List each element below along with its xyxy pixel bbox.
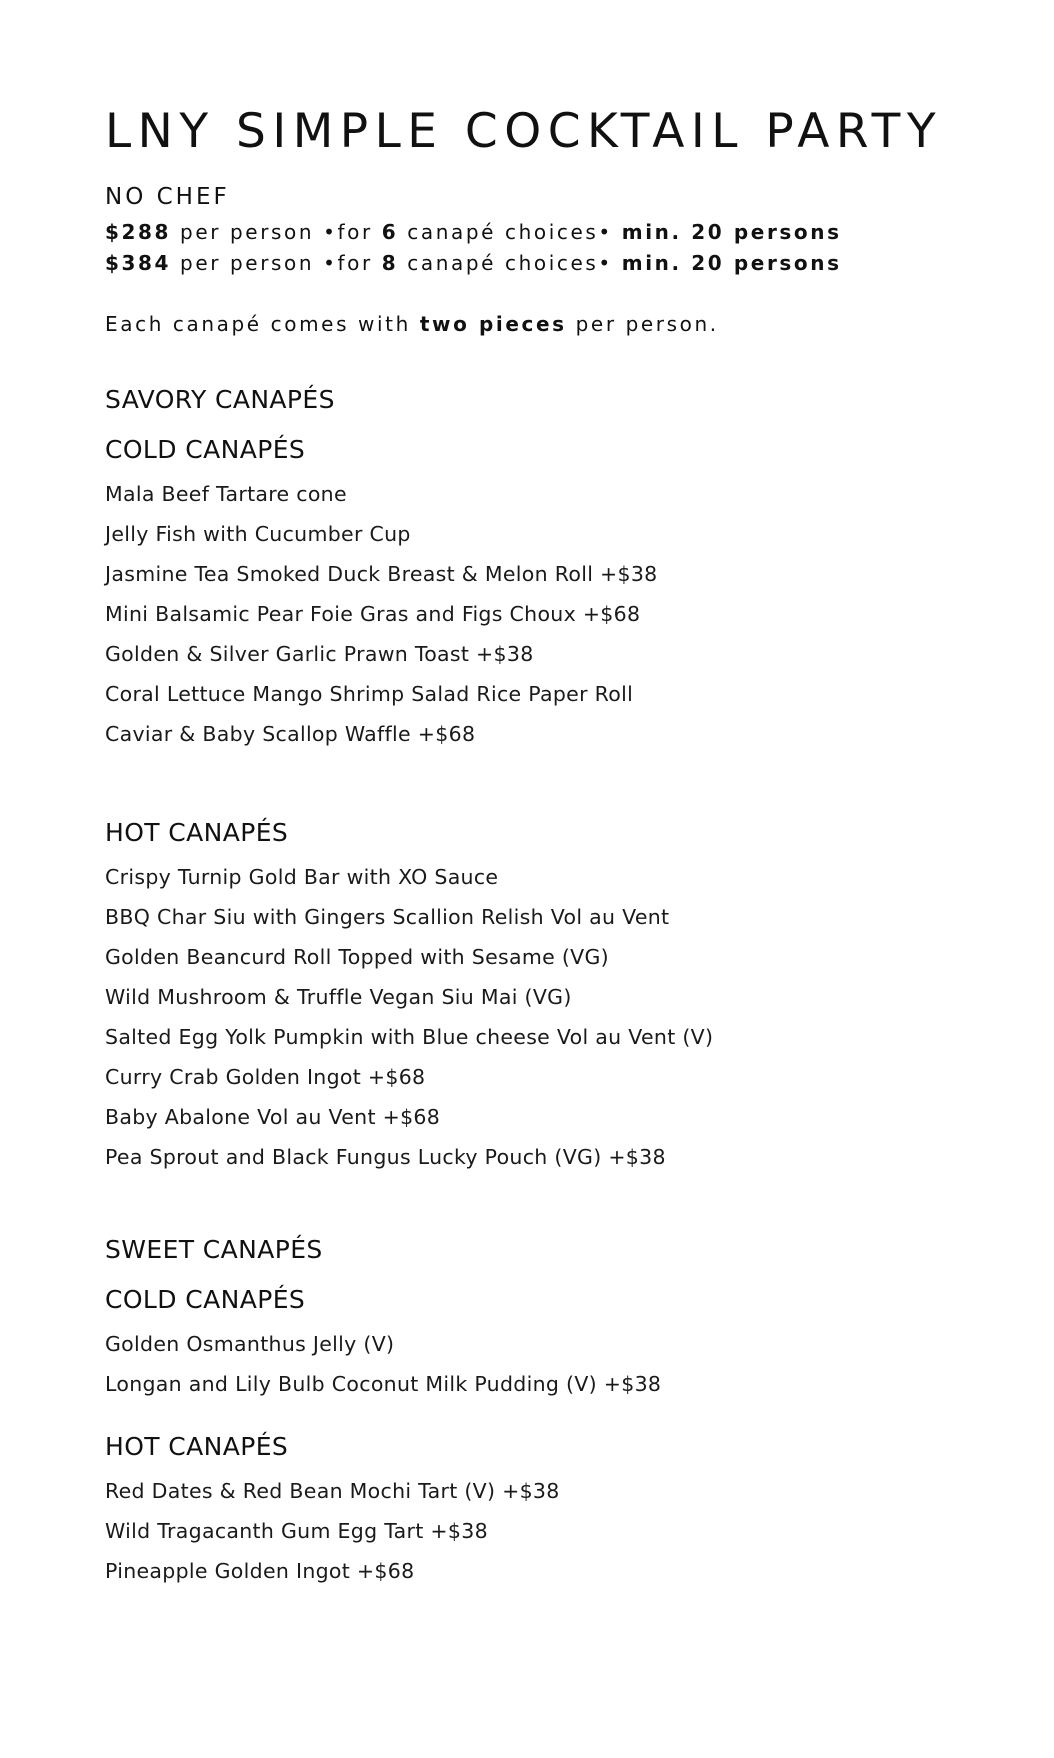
- menu-item: Golden Beancurd Roll Topped with Sesame (VG): [105, 945, 609, 969]
- section-heading-sweet: SWEET CANAPÉS: [105, 1235, 323, 1264]
- pricing-text: per person •for: [171, 251, 382, 275]
- menu-title: LNY SIMPLE COCKTAIL PARTY: [105, 104, 943, 159]
- subsection-heading-savory-cold: COLD CANAPÉS: [105, 435, 306, 464]
- note-text: Each canapé comes with: [105, 312, 420, 336]
- menu-item: Mala Beef Tartare cone: [105, 482, 347, 506]
- section-heading-savory: SAVORY CANAPÉS: [105, 385, 335, 414]
- note-text: per person.: [566, 312, 719, 336]
- minimum-persons: min. 20 persons: [621, 251, 842, 275]
- menu-item: Coral Lettuce Mango Shrimp Salad Rice Paper Roll: [105, 682, 634, 706]
- serving-note: [105, 311, 719, 337]
- minimum-persons: min. 20 persons: [621, 220, 842, 244]
- pricing-text: canapé choices•: [398, 251, 622, 275]
- choice-count: 6: [381, 220, 399, 244]
- menu-item: Golden Osmanthus Jelly (V): [105, 1332, 395, 1356]
- choice-count: 8: [381, 251, 399, 275]
- menu-item: Caviar & Baby Scallop Waffle +$68: [105, 722, 476, 746]
- menu-item: Wild Mushroom & Truffle Vegan Siu Mai (VG): [105, 985, 572, 1009]
- pricing-line: [105, 219, 842, 245]
- menu-item: Golden & Silver Garlic Prawn Toast +$38: [105, 642, 534, 666]
- menu-item: Crispy Turnip Gold Bar with XO Sauce: [105, 865, 499, 889]
- menu-subtitle: NO CHEF: [105, 184, 230, 210]
- menu-item: Jasmine Tea Smoked Duck Breast & Melon Roll +$38: [105, 562, 658, 586]
- pricing-line: [105, 250, 842, 276]
- menu-item: Curry Crab Golden Ingot +$68: [105, 1065, 426, 1089]
- menu-item: BBQ Char Siu with Gingers Scallion Relish Vol au Vent: [105, 905, 670, 929]
- menu-item: Pineapple Golden Ingot +$68: [105, 1559, 415, 1583]
- price: $288: [105, 220, 172, 244]
- menu-item: Longan and Lily Bulb Coconut Milk Pudding (V) +$38: [105, 1372, 662, 1396]
- menu-item: Salted Egg Yolk Pumpkin with Blue cheese Vol au Vent (V): [105, 1025, 714, 1049]
- menu-item: Baby Abalone Vol au Vent +$68: [105, 1105, 441, 1129]
- subsection-heading-savory-hot: HOT CANAPÉS: [105, 818, 289, 847]
- menu-item: Wild Tragacanth Gum Egg Tart +$38: [105, 1519, 488, 1543]
- subsection-heading-sweet-cold: COLD CANAPÉS: [105, 1285, 306, 1314]
- menu-item: Pea Sprout and Black Fungus Lucky Pouch (VG) +$38: [105, 1145, 666, 1169]
- menu-item: Mini Balsamic Pear Foie Gras and Figs Choux +$68: [105, 602, 641, 626]
- subsection-heading-sweet-hot: HOT CANAPÉS: [105, 1432, 289, 1461]
- menu-item: Red Dates & Red Bean Mochi Tart (V) +$38: [105, 1479, 560, 1503]
- note-bold: two pieces: [419, 312, 567, 336]
- price: $384: [105, 251, 172, 275]
- pricing-text: canapé choices•: [398, 220, 622, 244]
- menu-item: Jelly Fish with Cucumber Cup: [105, 522, 411, 546]
- pricing-text: per person •for: [171, 220, 382, 244]
